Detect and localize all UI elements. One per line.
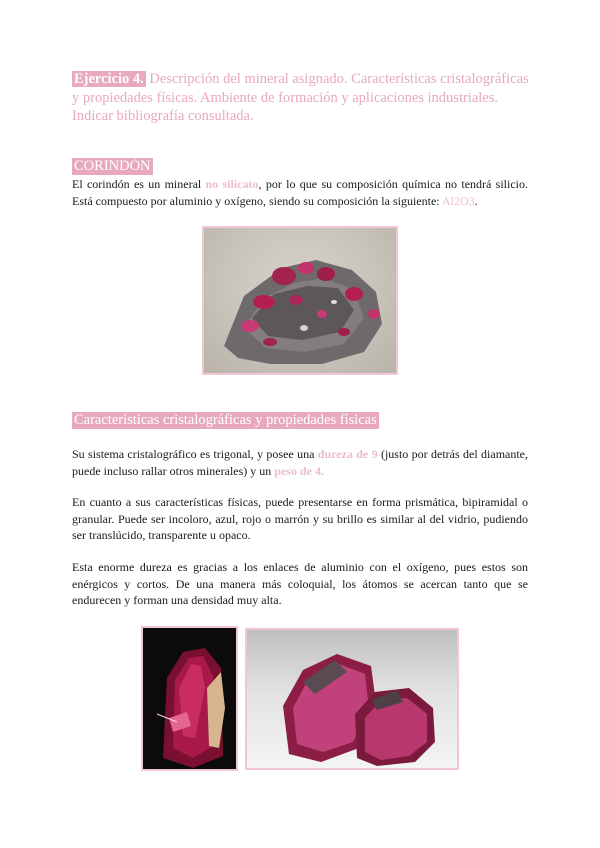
text-run: El corindón es un mineral [72, 177, 206, 191]
highlight-peso: peso de 4. [274, 463, 324, 478]
paragraph-physical-properties: En cuanto a sus características físicas, puede presentarse en forma prismática, bipiramidal o granular. Puede ser incoloro, azul, rojo o marrón y su brillo es similar al del vidrio, pudiendo ser translúcido, transparente u opaco. [72, 495, 528, 542]
text-run: (justo por detrás del diamante, puede incluso rallar otros minerales) y un [72, 447, 529, 478]
text-run: , por lo que su composición química no tendrá silicio. Está compuesto por aluminio y oxígeno, siendo su composición la siguiente: [72, 177, 528, 208]
highlight-no-silicato: no silicato [205, 177, 259, 191]
text-run: Su sistema cristalográfico es trigonal, y posee una [72, 447, 318, 461]
exercise-heading [72, 70, 530, 126]
section-title-characteristics: Características cristalográficas y propiedades físicas [74, 412, 377, 428]
exercise-label: Ejercicio 4. [74, 71, 144, 87]
section-title-corindon: CORINDÓN [74, 158, 151, 174]
exercise-description: Descripción del mineral asignado. Características cristalográficas y propiedades físicas. Ambiente de formación y aplicaciones industriales. Indicar bibliografía consultada. [72, 71, 529, 124]
ruby-crystal-photo [141, 626, 238, 771]
paragraph-hardness: Esta enorme dureza es gracias a los enlaces de aluminio con el oxígeno, pues estos son enérgicos y cortos. De una manera más coloquial, los átomos se acercan tanto que se endurecen y forman una densidad muy alta. [72, 560, 528, 607]
text-run: . [474, 193, 478, 208]
ruby-hexagonal-crystals-photo [245, 628, 459, 770]
highlight-formula: Al2O3 [441, 193, 475, 208]
paragraph-crystal-system [72, 446, 528, 479]
highlight-dureza: dureza de 9 [317, 447, 378, 461]
paragraph-composition [72, 176, 528, 209]
corundum-rock-photo [202, 226, 398, 375]
